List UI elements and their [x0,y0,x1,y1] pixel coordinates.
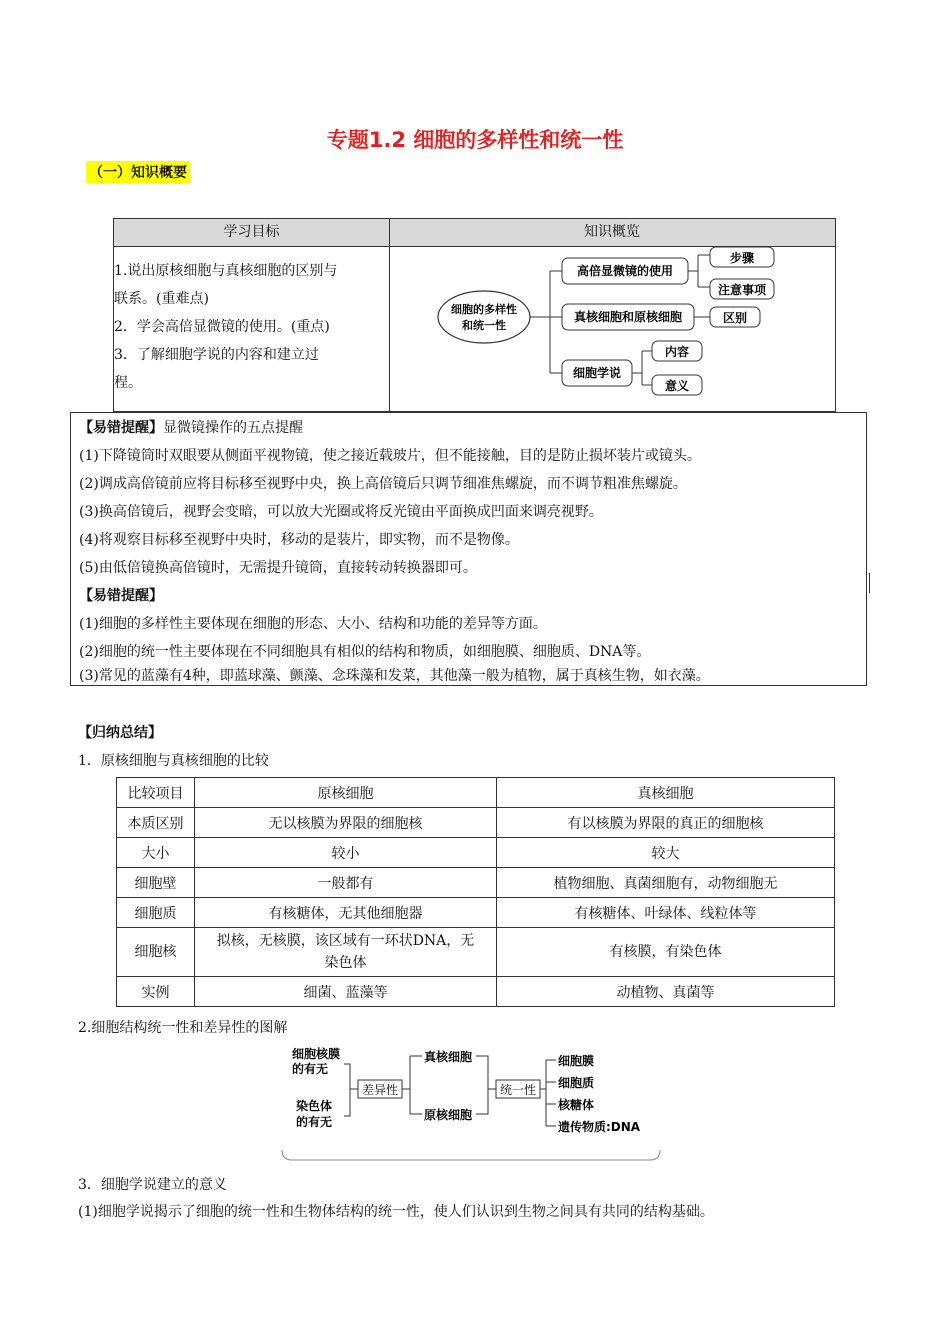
diagram-right-label: 核糖体 [558,1098,595,1112]
table-row [117,778,835,808]
goal-line: 2．学会高倍显微镜的使用。(重点) [114,319,330,335]
table-cell: 无以核膜为界限的细胞核 [195,808,497,838]
reminder-heading-2: 【易错提醒】 [79,588,163,604]
diagram-mid-label: 真核细胞 [424,1050,473,1064]
table-cell: 细胞质 [117,898,195,928]
table-row [117,977,835,1007]
table-cell: 植物细胞、真菌细胞有，动物细胞无 [497,868,835,898]
table-row [117,868,835,898]
table-cell: 大小 [117,838,195,868]
diagram-connector [402,1056,422,1114]
table-cell [195,928,497,977]
table-row [117,838,835,868]
header-learning-goals: 学习目标 [114,219,390,246]
diagram-connector [344,1064,358,1116]
table-header-cell: 比较项目 [117,778,195,808]
mindmap-leaf: 区别 [722,311,748,325]
knowledge-mindmap [390,247,836,412]
comparison-table [116,777,835,1007]
reminder-tag: 【易错提醒】 [79,420,163,436]
mindmap-leaf: 注意事项 [717,283,767,297]
table-row [117,928,835,977]
goal-line: 3．了解细胞学说的内容和建立过 [114,347,319,363]
diagram-unity: 统一性 [499,1083,537,1097]
reminder-item: (2)细胞的统一性主要体现在不同细胞具有相似的结构和物质，如细胞膜、细胞质、DNA等。 [79,644,651,660]
diagram-left-label: 染色体 [296,1099,333,1113]
diagram-right-label: 细胞质 [558,1076,595,1090]
table-cell: 动植物、真菌等 [497,977,835,1007]
diagram-left-label: 的有无 [292,1062,329,1076]
diagram-connector [540,1060,556,1126]
table-cell: 较大 [497,838,835,868]
goal-line: 联系。(重难点) [114,291,209,307]
table-header-cell: 真核细胞 [497,778,835,808]
mindmap-root-line2: 和统一性 [462,319,506,332]
diagram-left-label: 的有无 [296,1115,333,1129]
mindmap-branch: 高倍显微镜的使用 [576,264,674,278]
table-cell: 较小 [195,838,497,868]
cell-line: 拟核，无核膜，该区域有一环状DNA，无 [216,933,475,949]
reminder-heading-1 [79,417,303,437]
page-title: 专题1.2 细胞的多样性和统一性 [326,128,624,152]
diagram-left-label: 细胞核膜 [292,1047,341,1061]
error-reminder-box [70,412,867,686]
mindmap-leaf: 内容 [664,345,690,359]
table-cell: 实例 [117,977,195,1007]
table-row [117,898,835,928]
cell-line: 染色体 [324,955,367,971]
table-row [117,808,835,838]
table-cell: 细胞核 [117,928,195,977]
reminder-item: (1)下降镜筒时双眼要从侧面平视物镜，使之接近载玻片，但不能接触，目的是防止损坏装片或镜头。 [79,448,701,464]
diagram-diff: 差异性 [361,1083,399,1097]
reminder-item: (3)换高倍镜后，视野会变暗，可以放大光圈或将反光镜由平面换成凹面来调亮视野。 [79,504,603,520]
table-cell: 细胞壁 [117,868,195,898]
mindmap-branch: 细胞学说 [572,366,622,380]
summary-item-1: 1．原核细胞与真核细胞的比较 [78,753,269,769]
reminder-item: (3)常见的蓝藻有4种，即蓝球藻、颤藻、念珠藻和发菜，其他藻一般为植物，属于真核生物，如衣藻。 [79,668,710,684]
diagram-connector [476,1056,496,1114]
table-cell: 有核糖体、叶绿体、线粒体等 [497,898,835,928]
diagram-bottom-frame [282,1150,660,1160]
summary-item-3-1: (1)细胞学说揭示了细胞的统一性和生物体结构的统一性，使人们认识到生物之间具有共同的结构基础。 [78,1204,714,1220]
box-edge-mark [869,573,870,593]
mindmap-leaf: 意义 [664,379,690,393]
mindmap-root-line1: 细胞的多样性 [451,303,517,316]
table-cell: 有以核膜为界限的真正的细胞核 [497,808,835,838]
reminder-title: 显微镜操作的五点提醒 [163,420,303,436]
reminder-item: (4)将观察目标移至视野中央时，移动的是装片，即实物，而不是物像。 [79,532,519,548]
mindmap-root [438,291,530,343]
mindmap-connector [632,351,652,385]
overview-table [113,218,836,412]
table-cell: 有核膜，有染色体 [497,928,835,977]
table-header-cell: 原核细胞 [195,778,497,808]
table-cell: 一般都有 [195,868,497,898]
summary-heading: 【归纳总结】 [78,725,162,741]
mindmap-branch: 真核细胞和原核细胞 [573,310,683,324]
reminder-item: (1)细胞的多样性主要体现在细胞的形态、大小、结构和功能的差异等方面。 [79,616,547,632]
mindmap-leaf: 步骤 [729,251,755,265]
diagram-mid-label: 原核细胞 [424,1108,473,1122]
overview-header [114,219,835,247]
unity-diversity-diagram [280,1042,665,1164]
goal-line: 程。 [114,375,142,391]
table-cell: 有核糖体，无其他细胞器 [195,898,497,928]
diagram-right-label: 细胞膜 [558,1054,595,1068]
summary-item-3: 3．细胞学说建立的意义 [78,1177,227,1193]
table-cell: 本质区别 [117,808,195,838]
reminder-item: (5)由低倍镜换高倍镜时，无需提升镜筒，直接转动转换器即可。 [79,560,477,576]
summary-item-2: 2.细胞结构统一性和差异性的图解 [78,1020,288,1036]
goal-line: 1.说出原核细胞与真核细胞的区别与 [114,263,338,279]
mindmap-connector [530,271,562,373]
mindmap-connector [688,255,710,287]
reminder-item: (2)调成高倍镜前应将目标移至视野中央，换上高倍镜后只调节细准焦螺旋，而不调节粗准焦螺旋。 [79,476,687,492]
learning-goals [114,257,384,397]
table-cell: 细菌、蓝藻等 [195,977,497,1007]
section-heading-overview: （一）知识概要 [86,161,190,183]
diagram-right-label: 遗传物质:DNA [558,1120,641,1134]
header-knowledge-overview: 知识概览 [584,224,640,240]
